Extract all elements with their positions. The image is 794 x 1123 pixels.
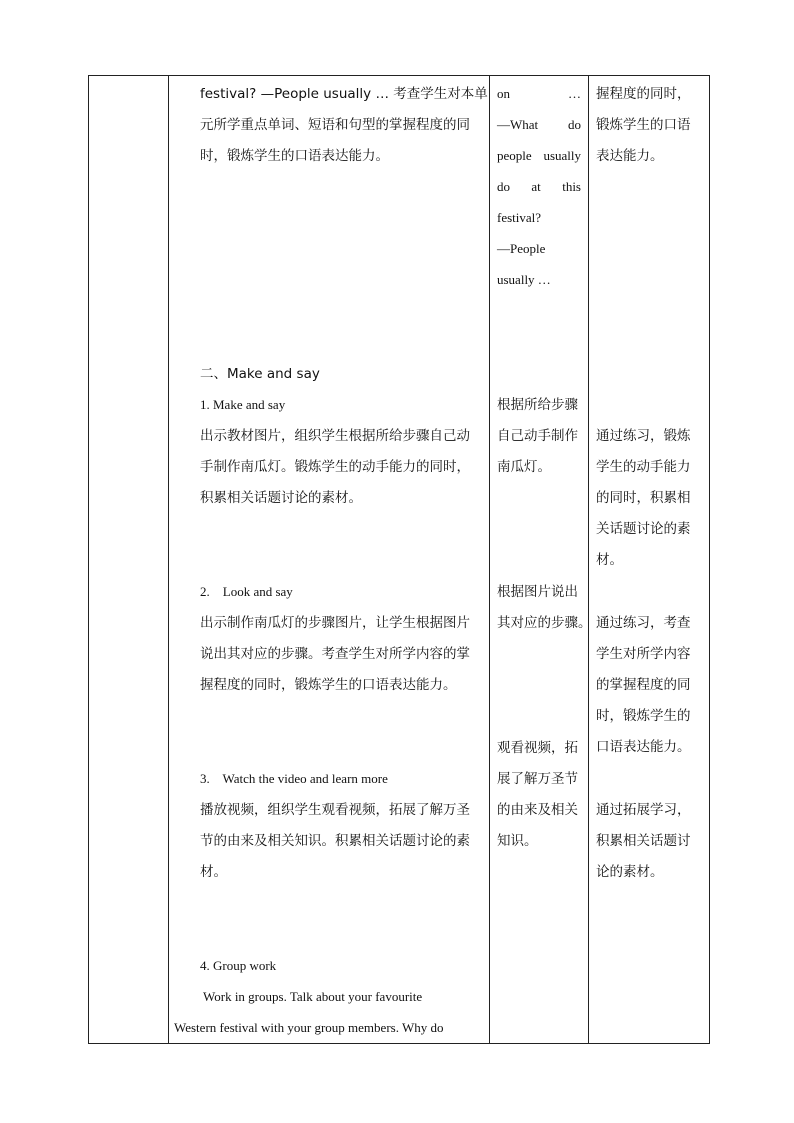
text-line: 口语表达能力。 — [596, 739, 691, 755]
text-line — [497, 84, 581, 104]
text-line: 其对应的步骤。 — [497, 615, 592, 631]
text-word: people — [497, 148, 532, 163]
text-word: on — [497, 86, 510, 101]
subsection-heading: 4. Group work — [200, 958, 277, 973]
text-line: 自己动手制作 — [497, 428, 578, 444]
text-line: 积累相关话题讨 — [596, 833, 691, 849]
text-line: 握程度的同时， — [596, 86, 691, 102]
text-line: 节的由来及相关知识。积累相关话题讨论的素 — [200, 833, 470, 849]
text-word: at — [531, 179, 541, 194]
text-line: festival? —People usually … 考查学生对本单 — [200, 86, 488, 102]
text-line: usually … — [497, 272, 551, 287]
text-line: 展了解万圣节 — [497, 771, 578, 787]
design-intent-cell — [589, 76, 710, 1044]
text-line: 播放视频，组织学生观看视频，拓展了解万圣 — [200, 802, 470, 818]
text-word: … — [568, 86, 581, 101]
text-line: 时，锻炼学生的口语表达能力。 — [200, 148, 389, 164]
text-word: usually — [543, 148, 581, 163]
text-word: do — [497, 179, 510, 194]
text-line: 通过练习，考查 — [596, 615, 691, 631]
text-line — [497, 115, 581, 135]
text-line: Western festival with your group members. Why do — [174, 1020, 444, 1035]
teacher-activity-cell — [169, 76, 490, 1044]
text-line: 握程度的同时，锻炼学生的口语表达能力。 — [200, 677, 457, 693]
text-line: 学生对所学内容 — [596, 646, 691, 662]
text-line: 的同时，积累相 — [596, 490, 691, 506]
text-line: 的掌握程度的同 — [596, 677, 691, 693]
text-line: 时，锻炼学生的 — [596, 708, 691, 724]
text-line: 的由来及相关 — [497, 802, 578, 818]
text-line: 说出其对应的步骤。考查学生对所学内容的掌 — [200, 646, 470, 662]
text-line: 根据图片说出 — [497, 584, 578, 600]
subsection-heading: 3. Watch the video and learn more — [200, 771, 388, 786]
text-line: 学生的动手能力 — [596, 459, 691, 475]
text-line: 根据所给步骤 — [497, 397, 578, 413]
text-line: 通过拓展学习， — [596, 802, 691, 818]
text-line: festival? — [497, 210, 542, 225]
text-line: Work in groups. Talk about your favourite — [200, 989, 423, 1004]
lesson-plan-table — [88, 75, 710, 1044]
text-line: —People — [497, 241, 546, 256]
text-line: 通过练习，锻炼 — [596, 428, 691, 444]
text-word: this — [562, 179, 581, 194]
subsection-heading: 1. Make and say — [200, 397, 286, 412]
text-line — [497, 146, 581, 166]
text-word: —What — [497, 117, 539, 132]
stage-column-cell — [89, 76, 169, 1044]
text-line: 材。 — [200, 864, 227, 880]
text-line: 南瓜灯。 — [497, 459, 551, 475]
text-line: 关话题讨论的素 — [596, 521, 691, 537]
text-line: 观看视频，拓 — [497, 740, 578, 756]
text-line: 手制作南瓜灯。锻炼学生的动手能力的同时， — [200, 459, 470, 475]
text-word: do — [568, 117, 581, 132]
text-line: 锻炼学生的口语 — [596, 117, 691, 133]
text-line: 积累相关话题讨论的素材。 — [200, 490, 362, 506]
text-line: 出示教材图片，组织学生根据所给步骤自己动 — [200, 428, 470, 444]
section-heading: 二、Make and say — [200, 366, 320, 382]
text-line: 表达能力。 — [596, 148, 664, 164]
text-line: 材。 — [596, 552, 623, 568]
subsection-heading: 2. Look and say — [200, 584, 293, 599]
text-line: 论的素材。 — [596, 864, 664, 880]
text-line: 元所学重点单词、短语和句型的掌握程度的同 — [200, 117, 470, 133]
text-line: 知识。 — [497, 833, 538, 849]
text-line: 出示制作南瓜灯的步骤图片，让学生根据图片 — [200, 615, 470, 631]
text-line — [497, 177, 581, 197]
student-activity-cell — [490, 76, 592, 1044]
